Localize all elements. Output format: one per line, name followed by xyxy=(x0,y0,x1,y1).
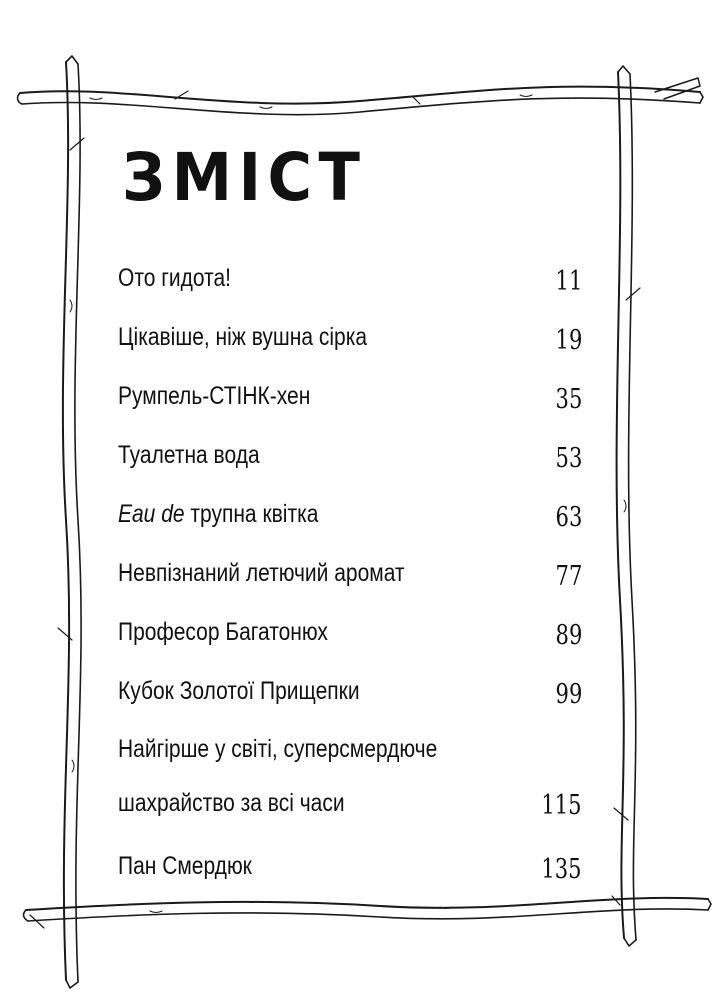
entry-page-number: 35 xyxy=(555,384,582,415)
entry-title: Туалетна вода xyxy=(118,441,260,469)
toc-entry xyxy=(118,545,594,604)
left-twig xyxy=(58,56,84,988)
entry-page-number: 99 xyxy=(555,679,582,710)
entry-page-number: 77 xyxy=(555,561,582,592)
table-of-contents xyxy=(118,250,594,897)
toc-entry xyxy=(118,368,594,427)
contents-heading: ЗМІСТ xyxy=(122,139,367,216)
top-twig xyxy=(18,78,703,115)
entry-title: Ото гидота! xyxy=(118,264,231,292)
entry-title-rest: трупна квітка xyxy=(184,500,319,528)
toc-entry xyxy=(118,838,594,897)
entry-title: Професор Багатонюх xyxy=(118,618,328,646)
entry-page-number: 53 xyxy=(555,443,582,474)
bottom-twig xyxy=(24,896,711,928)
entry-title: Пан Смердюк xyxy=(118,852,252,880)
entry-title-line1: Найгірше у світі, суперсмердюче xyxy=(118,735,438,763)
toc-entry xyxy=(118,663,594,722)
entry-title: Кубок Золотої Прищепки xyxy=(118,677,360,705)
entry-title-italic: Eau de xyxy=(118,500,185,528)
toc-entry xyxy=(118,309,594,368)
entry-page-number: 19 xyxy=(555,325,582,356)
entry-page-number: 11 xyxy=(555,266,582,297)
entry-page-number: 115 xyxy=(541,790,582,821)
toc-entry xyxy=(118,250,594,309)
entry-title: Румпель-СТІНК-хен xyxy=(118,382,311,410)
entry-page-number: 89 xyxy=(555,620,582,651)
entry-page-number: 135 xyxy=(541,854,582,885)
entry-title-line2: шахрайство за всі часи xyxy=(118,789,345,817)
toc-entry xyxy=(118,486,594,545)
right-twig xyxy=(614,66,640,946)
entry-title xyxy=(118,722,437,830)
entry-title xyxy=(118,486,318,542)
toc-entry xyxy=(118,722,594,838)
toc-entry xyxy=(118,604,594,663)
entry-page-number: 63 xyxy=(555,502,582,533)
entry-title: Цікавіше, ніж вушна сірка xyxy=(118,323,368,351)
toc-entry xyxy=(118,427,594,486)
entry-title: Невпізнаний летючий аромат xyxy=(118,559,405,587)
